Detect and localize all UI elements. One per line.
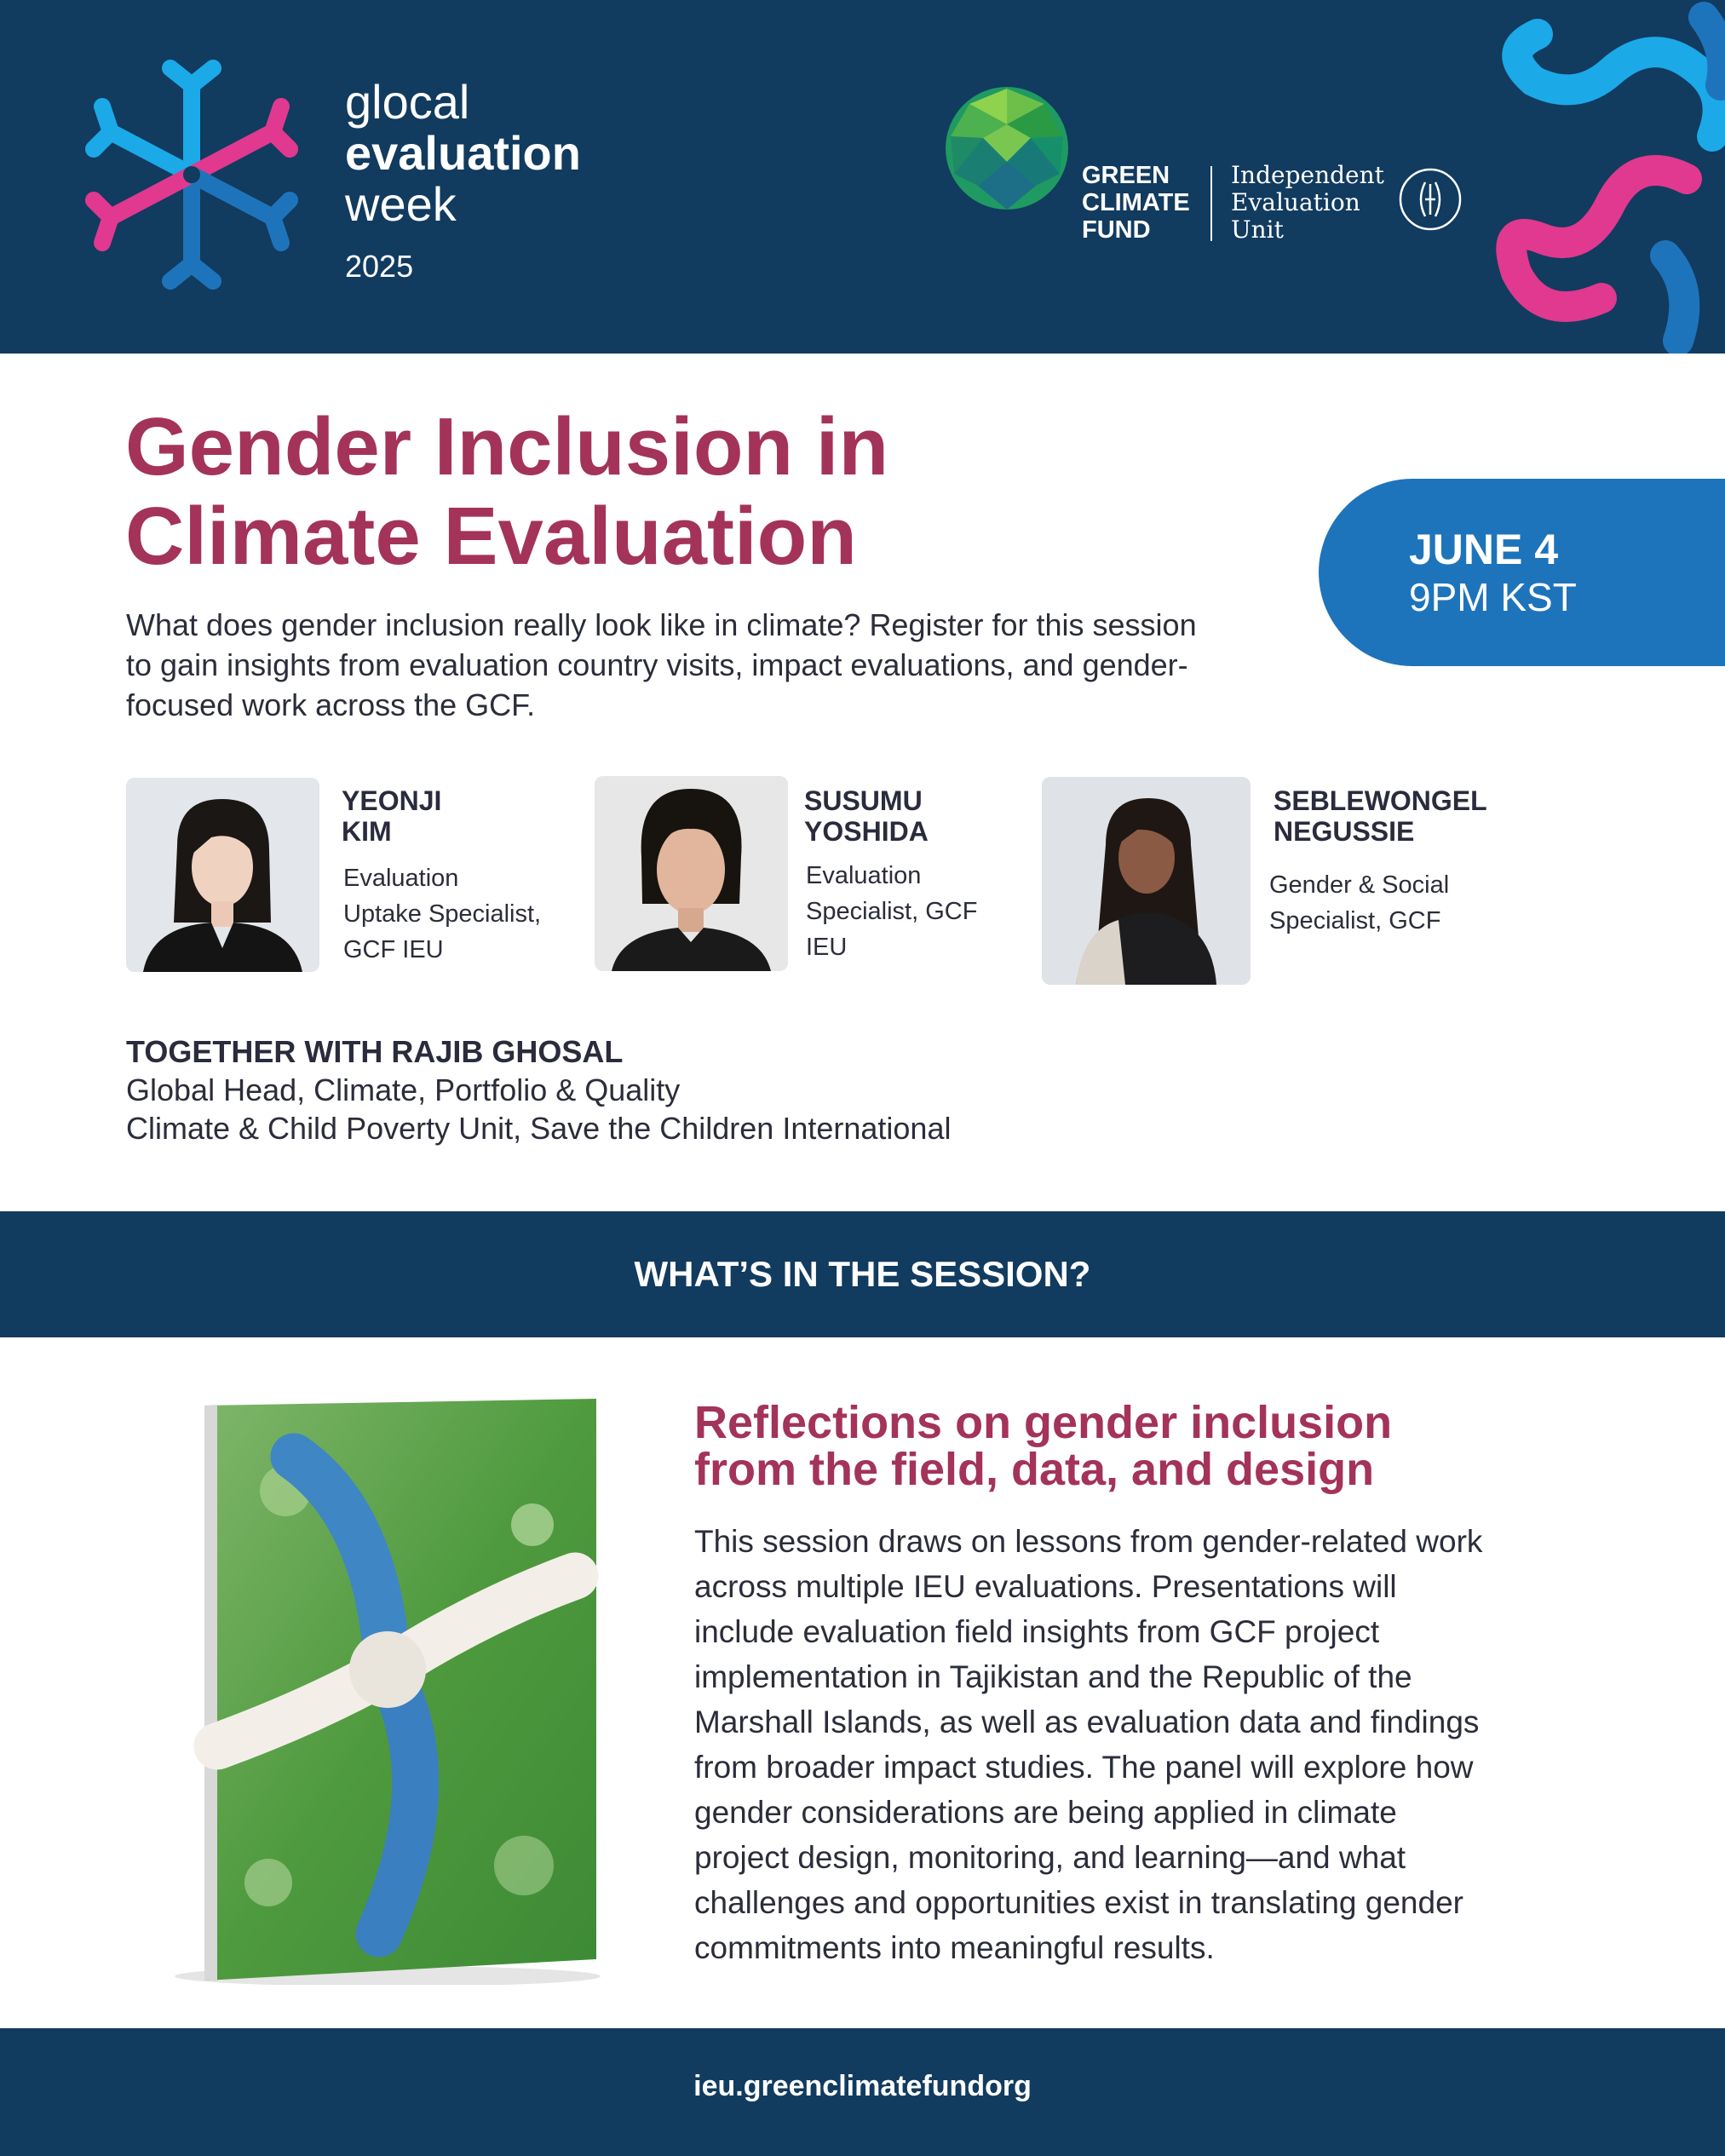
- session-description-line: include evaluation field insights from GCF project: [694, 1614, 1380, 1649]
- session-band-title: WHAT’S IN THE SESSION?: [634, 1254, 1091, 1294]
- green-climate-fund-globe-icon: [944, 85, 1070, 211]
- person-portrait-icon: [1042, 777, 1251, 985]
- speaker-role-line: Specialist, GCF: [1269, 907, 1441, 934]
- footer: [0, 2028, 1725, 2156]
- event-time: 9PM KST: [1409, 575, 1577, 619]
- website-link[interactable]: ieu.greenclimatefundorg: [693, 2070, 1032, 2102]
- session-description-line: implementation in Tajikistan and the Republic of the: [694, 1659, 1412, 1694]
- event-year: 2025: [345, 249, 414, 284]
- speaker-role-line: Evaluation: [343, 865, 459, 892]
- speaker-name-yeonji-kim: [342, 785, 441, 847]
- session-heading: [694, 1397, 1393, 1495]
- speaker-photo-yeonji-kim: [126, 778, 319, 972]
- ieu-emblem-icon: [1398, 167, 1463, 232]
- person-portrait-icon: [126, 778, 319, 972]
- speaker-role-line: Uptake Specialist,: [343, 900, 542, 928]
- speaker-name-susumu-yoshida: [804, 785, 929, 847]
- guest-speaker-heading: TOGETHER WITH RAJIB GHOSAL: [126, 1034, 624, 1069]
- event-wordmark-line1: glocal: [345, 75, 470, 129]
- ieu-wordmark-line1: Independent: [1231, 161, 1384, 189]
- session-description-line: across multiple IEU evaluations. Presentations will: [694, 1569, 1397, 1604]
- speaker-name-line: SEBLEWONGEL: [1274, 785, 1487, 816]
- date-badge: [1319, 479, 1725, 666]
- guest-speaker-org: Climate & Child Poverty Unit, Save the Children International: [126, 1111, 952, 1146]
- glocal-evaluation-week-logo-icon: [85, 55, 298, 294]
- gcf-wordmark-line3: FUND: [1082, 216, 1151, 244]
- ieu-wordmark: [1231, 162, 1384, 244]
- session-description-line: challenges and opportunities exist in translating gender: [694, 1885, 1463, 1920]
- session-description-line: commitments into meaningful results.: [694, 1930, 1215, 1965]
- session-heading-line1: Reflections on gender inclusion: [694, 1397, 1393, 1448]
- event-date: JUNE 4: [1409, 526, 1559, 573]
- person-portrait-icon: [595, 776, 788, 971]
- event-wordmark: [345, 77, 581, 285]
- speaker-name-line: KIM: [342, 816, 392, 847]
- session-description: [694, 1519, 1589, 1970]
- decorative-loops-icon: [1474, 0, 1725, 354]
- guest-speaker-title: Global Head, Climate, Portfolio & Quality: [126, 1072, 681, 1107]
- session-heading-line2: from the field, data, and design: [694, 1444, 1375, 1495]
- speaker-role-line: Specialist, GCF: [806, 898, 978, 925]
- speaker-name-line: NEGUSSIE: [1274, 816, 1415, 847]
- session-description-line: from broader impact studies. The panel will explore how: [694, 1750, 1474, 1785]
- session-band: [0, 1211, 1725, 1337]
- gcf-wordmark-line2: CLIMATE: [1082, 189, 1190, 216]
- report-book-image-icon: [166, 1388, 609, 1985]
- speaker-role-seblewongel-negussie: [1269, 867, 1449, 939]
- page-title-line1: Gender Inclusion in: [125, 401, 889, 492]
- speaker-role-yeonji-kim: [343, 860, 541, 968]
- session-description-line: Marshall Islands, as well as evaluation data and findings: [694, 1705, 1480, 1739]
- speaker-role-line: Gender & Social: [1269, 871, 1450, 899]
- event-wordmark-line3: week: [345, 177, 457, 231]
- event-wordmark-line2: evaluation: [345, 126, 581, 180]
- session-description-line: project design, monitoring, and learning—and what: [694, 1840, 1406, 1875]
- speaker-photo-susumu-yoshida: [595, 776, 788, 971]
- logo-divider: [1210, 166, 1212, 241]
- page-title: [125, 402, 888, 581]
- ieu-wordmark-line3: Unit: [1231, 216, 1284, 244]
- intro-text: What does gender inclusion really look like in climate? Register for this session to gain insights from evaluation country visits, impact evaluations, and gender-focused work across the GCF.: [126, 607, 1197, 722]
- speaker-name-line: YOSHIDA: [804, 816, 929, 847]
- speaker-role-line: GCF IEU: [343, 936, 444, 963]
- speaker-role-susumu-yoshida: [806, 858, 977, 965]
- header-banner: [0, 0, 1725, 354]
- speaker-name-seblewongel-negussie: [1274, 785, 1487, 847]
- speaker-role-line: IEU: [806, 934, 848, 961]
- speaker-name-line: SUSUMU: [804, 785, 923, 816]
- speaker-photo-seblewongel-negussie: [1042, 777, 1251, 985]
- gcf-wordmark-line1: GREEN: [1082, 162, 1170, 189]
- guest-speaker-block: [126, 1032, 951, 1147]
- speaker-name-line: YEONJI: [342, 785, 442, 816]
- gcf-wordmark: [1082, 162, 1190, 244]
- ieu-wordmark-line2: Evaluation: [1231, 188, 1360, 216]
- page-title-line2: Climate Evaluation: [125, 491, 857, 582]
- session-description-line: This session draws on lessons from gender-related work: [694, 1524, 1483, 1559]
- session-description-line: gender considerations are being applied in climate: [694, 1795, 1397, 1830]
- speaker-role-line: Evaluation: [806, 862, 922, 889]
